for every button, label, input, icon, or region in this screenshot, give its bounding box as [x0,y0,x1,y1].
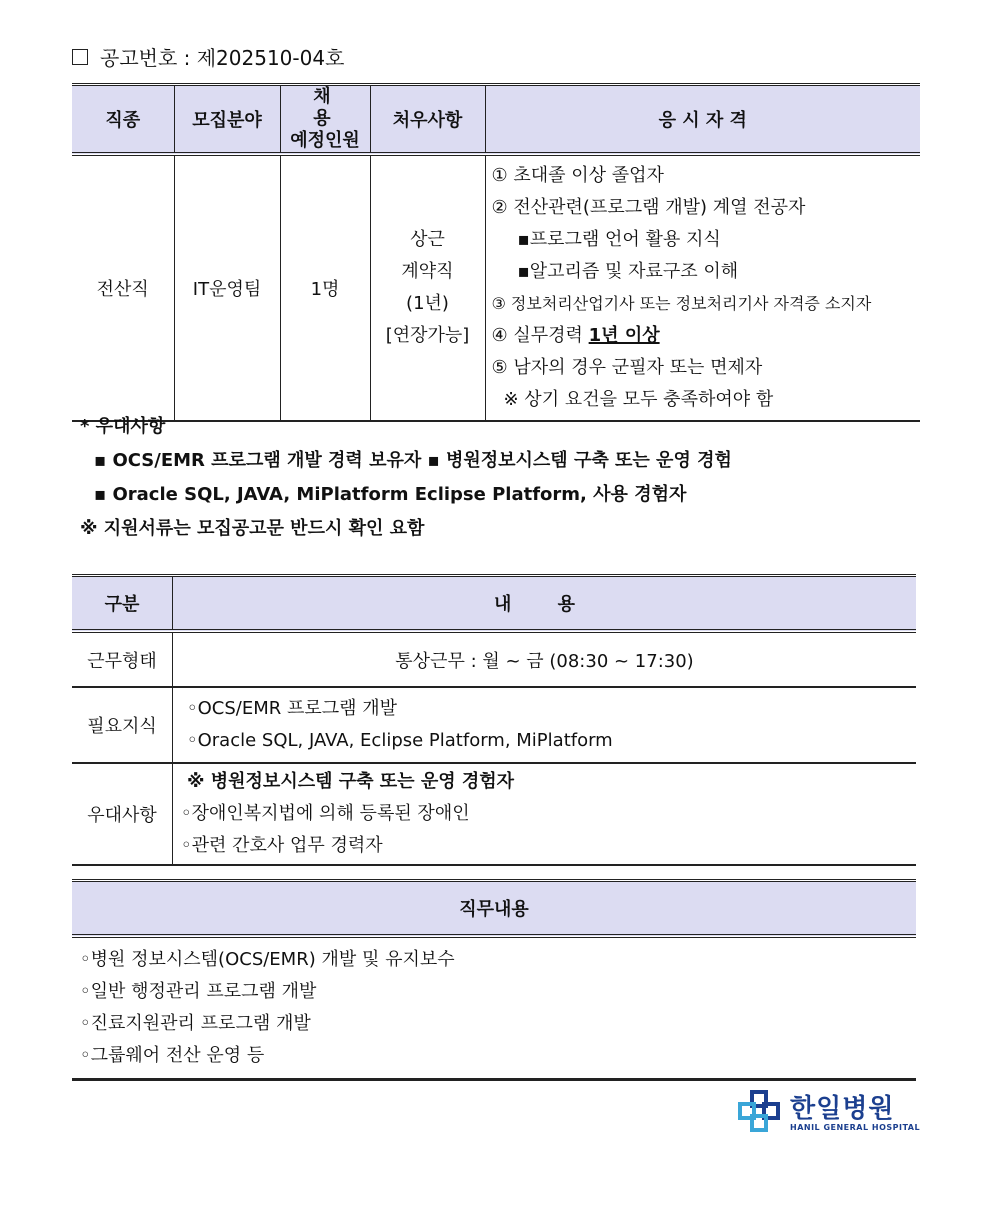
duty-item: ◦그룹웨어 전산 운영 등 [80,1045,265,1066]
knowledge-item: ◦OCS/EMR 프로그램 개발 [187,698,398,719]
qualification-item: ⑤ 남자의 경우 군필자 또는 면제자 [491,357,763,378]
header-count-line1: 채 용 [313,86,357,129]
header-job-type: 직종 [72,85,174,155]
qualification-subitem: ▪알고리즘 및 자료구조 이해 [517,261,739,282]
preference-item: ◦장애인복지법에 의해 등록된 장애인 [181,803,470,824]
logo-korean: 한일병원 [790,1093,895,1124]
hospital-logo [738,1090,920,1136]
knowledge-item: ◦Oracle SQL, JAVA, Eclipse Platform, MiPlatform [187,730,613,751]
detail-table-header [72,576,916,632]
duties-header: 직무내용 [72,881,916,937]
preferences-section [80,410,732,546]
header-category: 구분 [72,576,173,632]
benefit-line: [연장가능] [385,325,470,346]
work-type-label: 근무형태 [72,631,173,687]
duties-table [72,879,916,1081]
notice-number [72,42,344,71]
qualification-item [492,320,921,352]
header-count-line2: 예정인원 [290,130,360,151]
header-qualifications: 응 시 자 격 [485,85,920,155]
hospital-cross-logo-icon [738,1090,784,1136]
duties-body-row [72,936,916,1080]
qualification-item: ② 전산관련(프로그램 개발) 계열 전공자 [491,197,806,218]
duties-header-row [72,881,916,937]
recruit-table [72,83,920,422]
duty-item: ◦일반 행정관리 프로그램 개발 [80,981,317,1002]
preference-row [72,763,916,865]
benefits-cell [370,154,485,421]
qualifications-cell [485,154,920,421]
square-outline-icon [72,49,88,65]
header-count [280,85,370,155]
work-type-value: 통상근무 : 월 ~ 금 (08:30 ~ 17:30) [173,631,917,687]
duty-item: ◦진료지원관리 프로그램 개발 [80,1013,311,1034]
header-field: 모집분야 [174,85,280,155]
benefit-line: 상근 [410,229,445,250]
preference-value [173,763,917,865]
detail-table [72,574,916,866]
preferences-title: * 우대사항 [80,416,166,437]
preference-bold-item: ※ 병원정보시스템 구축 또는 운영 경험자 [187,771,515,792]
header-content: 내 용 [173,576,917,632]
benefit-line: (1년) [406,293,449,314]
preference-label: 우대사항 [72,763,173,865]
knowledge-label: 필요지식 [72,687,173,763]
recruit-table-header [72,85,920,155]
field-cell: IT운영팀 [174,154,280,421]
benefit-line: 계약직 [401,261,454,282]
recruit-table-row [72,154,920,421]
qualification-item: ① 초대졸 이상 졸업자 [491,165,664,186]
qualification-emphasis: 1년 이상 [588,325,660,346]
logo-english: HANIL GENERAL HOSPITAL [790,1122,921,1132]
knowledge-value [173,687,917,763]
work-type-row [72,631,916,687]
qualification-subitem: ▪프로그램 언어 활용 지식 [517,229,721,250]
qualification-item: ③ 정보처리산업기사 또는 정보처리기사 자격증 소지자 [491,294,872,313]
knowledge-row [72,687,916,763]
duties-list [72,936,916,1080]
job-type-cell: 전산직 [72,154,174,421]
preference-item: ◦관련 간호사 업무 경력자 [181,835,383,856]
preference-line: ▪ Oracle SQL, JAVA, MiPlatform Eclipse Platform, 사용 경험자 [94,484,687,505]
qualification-item-prefix: ④ 실무경력 [491,325,589,346]
preferences-note: ※ 지원서류는 모집공고문 반드시 확인 요함 [80,518,425,539]
notice-text: 공고번호 : 제202510-04호 [100,46,345,70]
preference-line: ▪ OCS/EMR 프로그램 개발 경력 보유자 ▪ 병원정보시스템 구축 또는 운영 경험 [94,450,732,471]
header-benefits: 처우사항 [370,85,485,155]
count-cell: 1명 [280,154,370,421]
qualification-note: ※ 상기 요건을 모두 충족하여야 함 [503,389,774,410]
duty-item: ◦병원 정보시스템(OCS/EMR) 개발 및 유지보수 [80,949,455,970]
